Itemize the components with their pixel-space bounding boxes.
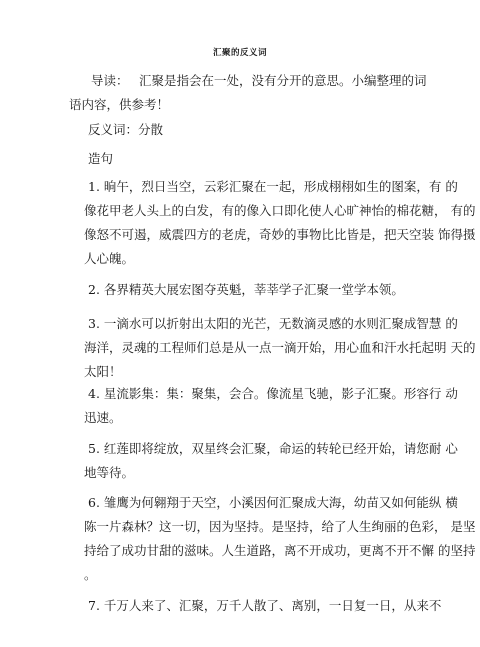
intro-text-line: 汇聚是指会在一处，没有分开的意思。小编整理的词	[139, 73, 427, 88]
sentence-line: 6. 雏鹰为何翱翔于天空，小溪因何汇聚成大海，幼苗又如何能纵 横	[88, 495, 458, 510]
sentence-line: 4. 星流影集：集：聚集，会合。像流星飞驰，影子汇聚。形容行 动	[88, 386, 458, 401]
sentence-line: 1. 晌午，烈日当空，云彩汇聚在一起，形成栩栩如生的图案，有 的	[88, 179, 458, 194]
sentence-line: 持给了成功甘甜的滋味。人生道路，离不开成功，更离不开不懈 的坚持	[84, 543, 476, 558]
sentence-line: 像怒不可遏，威震四方的老虎，奇妙的事物比比皆是，把天空装 饰得摄	[84, 227, 476, 242]
intro-text-line: 语内容，供参考！	[69, 97, 170, 112]
sentence-line: 陈一片森林？这一切，因为坚持。是坚持，给了人生绚丽的色彩， 是坚	[84, 519, 476, 534]
section-heading: 造句	[88, 151, 114, 166]
sentence-line: 人心魄。	[84, 251, 135, 266]
sentence-line: 太阳！	[84, 364, 122, 379]
sentence-line: 5. 红莲即将绽放，双星终会汇聚，命运的转轮已经开始，请您耐 心	[88, 441, 458, 456]
sentence-line: 迅速。	[84, 410, 122, 425]
sentence-line: 。	[84, 567, 97, 582]
sentence-line: 像花甲老人头上的白发，有的像入口即化使人心旷神怡的棉花糖， 有的	[84, 203, 476, 218]
sentence-line: 地等待。	[84, 465, 135, 480]
document-title: 汇聚的反义词	[212, 48, 267, 58]
sentence-line: 海洋，灵魂的工程师们总是从一点一滴开始，用心血和汗水托起明 天的	[84, 340, 476, 355]
intro-label: 导读：	[91, 73, 129, 88]
sentence-line: 3. 一滴水可以折射出太阳的光芒，无数滴灵感的水则汇聚成智慧 的	[88, 316, 458, 331]
sentence-line: 2. 各界精英大展宏图夺英魁，莘莘学子汇聚一堂学本领。	[88, 282, 404, 297]
sentence-line: 7. 千万人来了、汇聚，万千人散了、离别，一日复一日，从来不	[88, 598, 442, 613]
antonym-line: 反义词：分散	[88, 122, 164, 137]
